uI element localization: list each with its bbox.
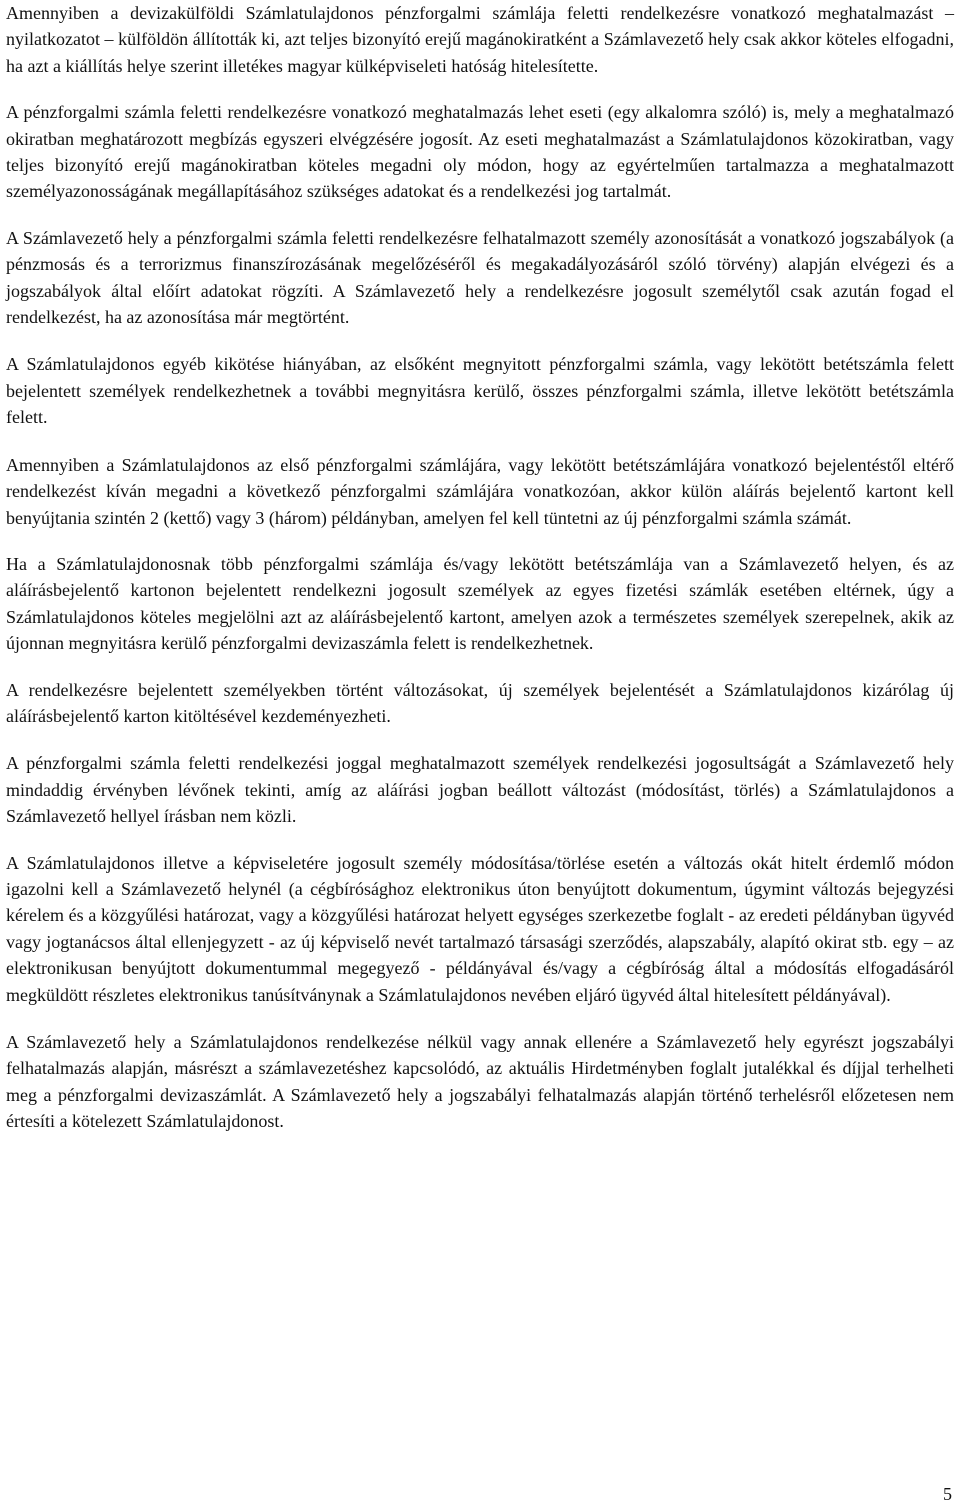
- paragraph-7: A rendelkezésre bejelentett személyekben történt változásokat, új személyek bejelentését a Számlatulajdonos kizárólag új aláírásbejelentő karton kitöltésével kezdeményezheti.: [6, 679, 954, 726]
- paragraph-1: Amennyiben a devizakülföldi Számlatulajdonos pénzforgalmi számlája feletti rendelkezésre vonatkozó meghatalmazást – nyilatkozatot – külföldön állították ki, azt teljes bizonyító erejű magánokiratként a Számlavezető hely csak akkor köteles elfogadni, ha azt a kiállítás helye szerint illetékes magyar külképviseleti hatóság hitelesítette.: [6, 3, 954, 76]
- paragraph-4: A Számlatulajdonos egyéb kikötése hiányában, az elsőként megnyitott pénzforgalmi számla, vagy lekötött betétszámla felett bejelentett személyek rendelkezhetnek a további megnyitásra kerülő, összes pénzforgalmi számla, illetve lekötött betétszámla felett.: [6, 354, 954, 428]
- paragraph-10: A Számlavezető hely a Számlatulajdonos rendelkezése nélkül vagy annak ellenére a Számlavezető hely egyrészt jogszabályi felhatalmazás alapján, másrészt a számlavezetéshez kapcsolódó, az aktuális Hirdetményben foglalt jutalékkal és díjjal terhelheti meg a pénzforgalmi devizaszámlát. A Számlavezető hely a jogszabályi felhatalmazás alapján történő terhelésről előzetesen nem értesíti a kötelezett Számlatulajdonost.: [6, 1032, 954, 1132]
- page-number: 5: [943, 1484, 952, 1504]
- paragraph-2: A pénzforgalmi számla feletti rendelkezésre vonatkozó meghatalmazás lehet eseti (egy alkalomra szóló) is, mely a meghatalmazó okiratban meghatározott megbízás egyszeri elvégzésére jogosít. Az eseti meghatalmazást a Számlatulajdonos közokiratban, vagy teljes bizonyító erejű magánokiratban köteles megadni oly módon, hogy az egyértelműen tartalmazza a meghatalmazott személyazonosságának megállapításához szükséges adatokat és a rendelkezési jog tartalmát.: [6, 102, 954, 202]
- paragraph-5: Amennyiben a Számlatulajdonos az első pénzforgalmi számlájára, vagy lekötött betétszámlájára vonatkozó bejelentéstől eltérő rendelkezést kíván megadni a következő pénzforgalmi számlájára vonatkozóan, akkor külön aláírás bejelentő kartont kell benyújtania szintén 2 (kettő) vagy 3 (három) példányban, amelyen fel kell tüntetni az új pénzforgalmi számla számát.: [6, 454, 954, 528]
- paragraph-8: A pénzforgalmi számla feletti rendelkezési joggal meghatalmazott személyek rendelkezési jogosultságát a Számlavezető hely mindaddig érvényben lévőnek tekinti, amíg az aláírási jogban beállott változást (módosítást, törlés) a Számlatulajdonos a Számlavezető hellyel írásban nem közli.: [6, 753, 954, 827]
- paragraph-9: A Számlatulajdonos illetve a képviseletére jogosult személy módosítása/törlése esetén a változás okát hitelt érdemlő módon igazolni kell a Számlavezető helynél (a cégbírósághoz elektronikus úton benyújtott dokumentum, úgymint változás bejegyzési kérelem és a közgyűlési határozat, vagy a közgyűlési határozat helyett egységes szerkezetbe foglalt - az eredeti példányban ügyvéd vagy jogtanácsos által ellenjegyzett - az új képviselő nevét tartalmazó társasági szerződés, alapszabály, alapító okirat stb. egy – az elektronikusan benyújtott dokumentummal megegyező - példányával és/vagy a cégbíróság által a módosítás elfogadásáról megküldött részletes elektronikus tanúsítványnak a Számlatulajdonos nevében eljáró ügyvéd által hitelesített példányával).: [6, 852, 954, 1005]
- paragraph-3: A Számlavezető hely a pénzforgalmi számla feletti rendelkezésre felhatalmazott személy azonosítását a vonatkozó jogszabályok (a pénzmosás és a terrorizmus finanszírozásának megelőzéséről és megakadályozásáról szóló törvény) alapján elvégezi és a jogszabályok által előírt adatokat rögzíti. A Számlavezető hely a rendelkezésre jogosult személytől csak azután fogad el rendelkezést, ha az azonosítása már megtörtént.: [6, 227, 954, 328]
- paragraph-6: Ha a Számlatulajdonosnak több pénzforgalmi számlája és/vagy lekötött betétszámlája van a Számlavezető helyen, és az aláírásbejelentő kartonon bejelentett rendelkezni jogosult személyek az egyes fizetési számlák esetében eltérnek, úgy a Számlatulajdonos köteles megjelölni azt az aláírásbejelentő kartont, amelyen azok a természetes személyek szerepelnek, akik az újonnan megnyitásra kerülő pénzforgalmi devizaszámla felett is rendelkezhetnek.: [6, 553, 954, 654]
- document-page: [6, 0, 954, 1135]
